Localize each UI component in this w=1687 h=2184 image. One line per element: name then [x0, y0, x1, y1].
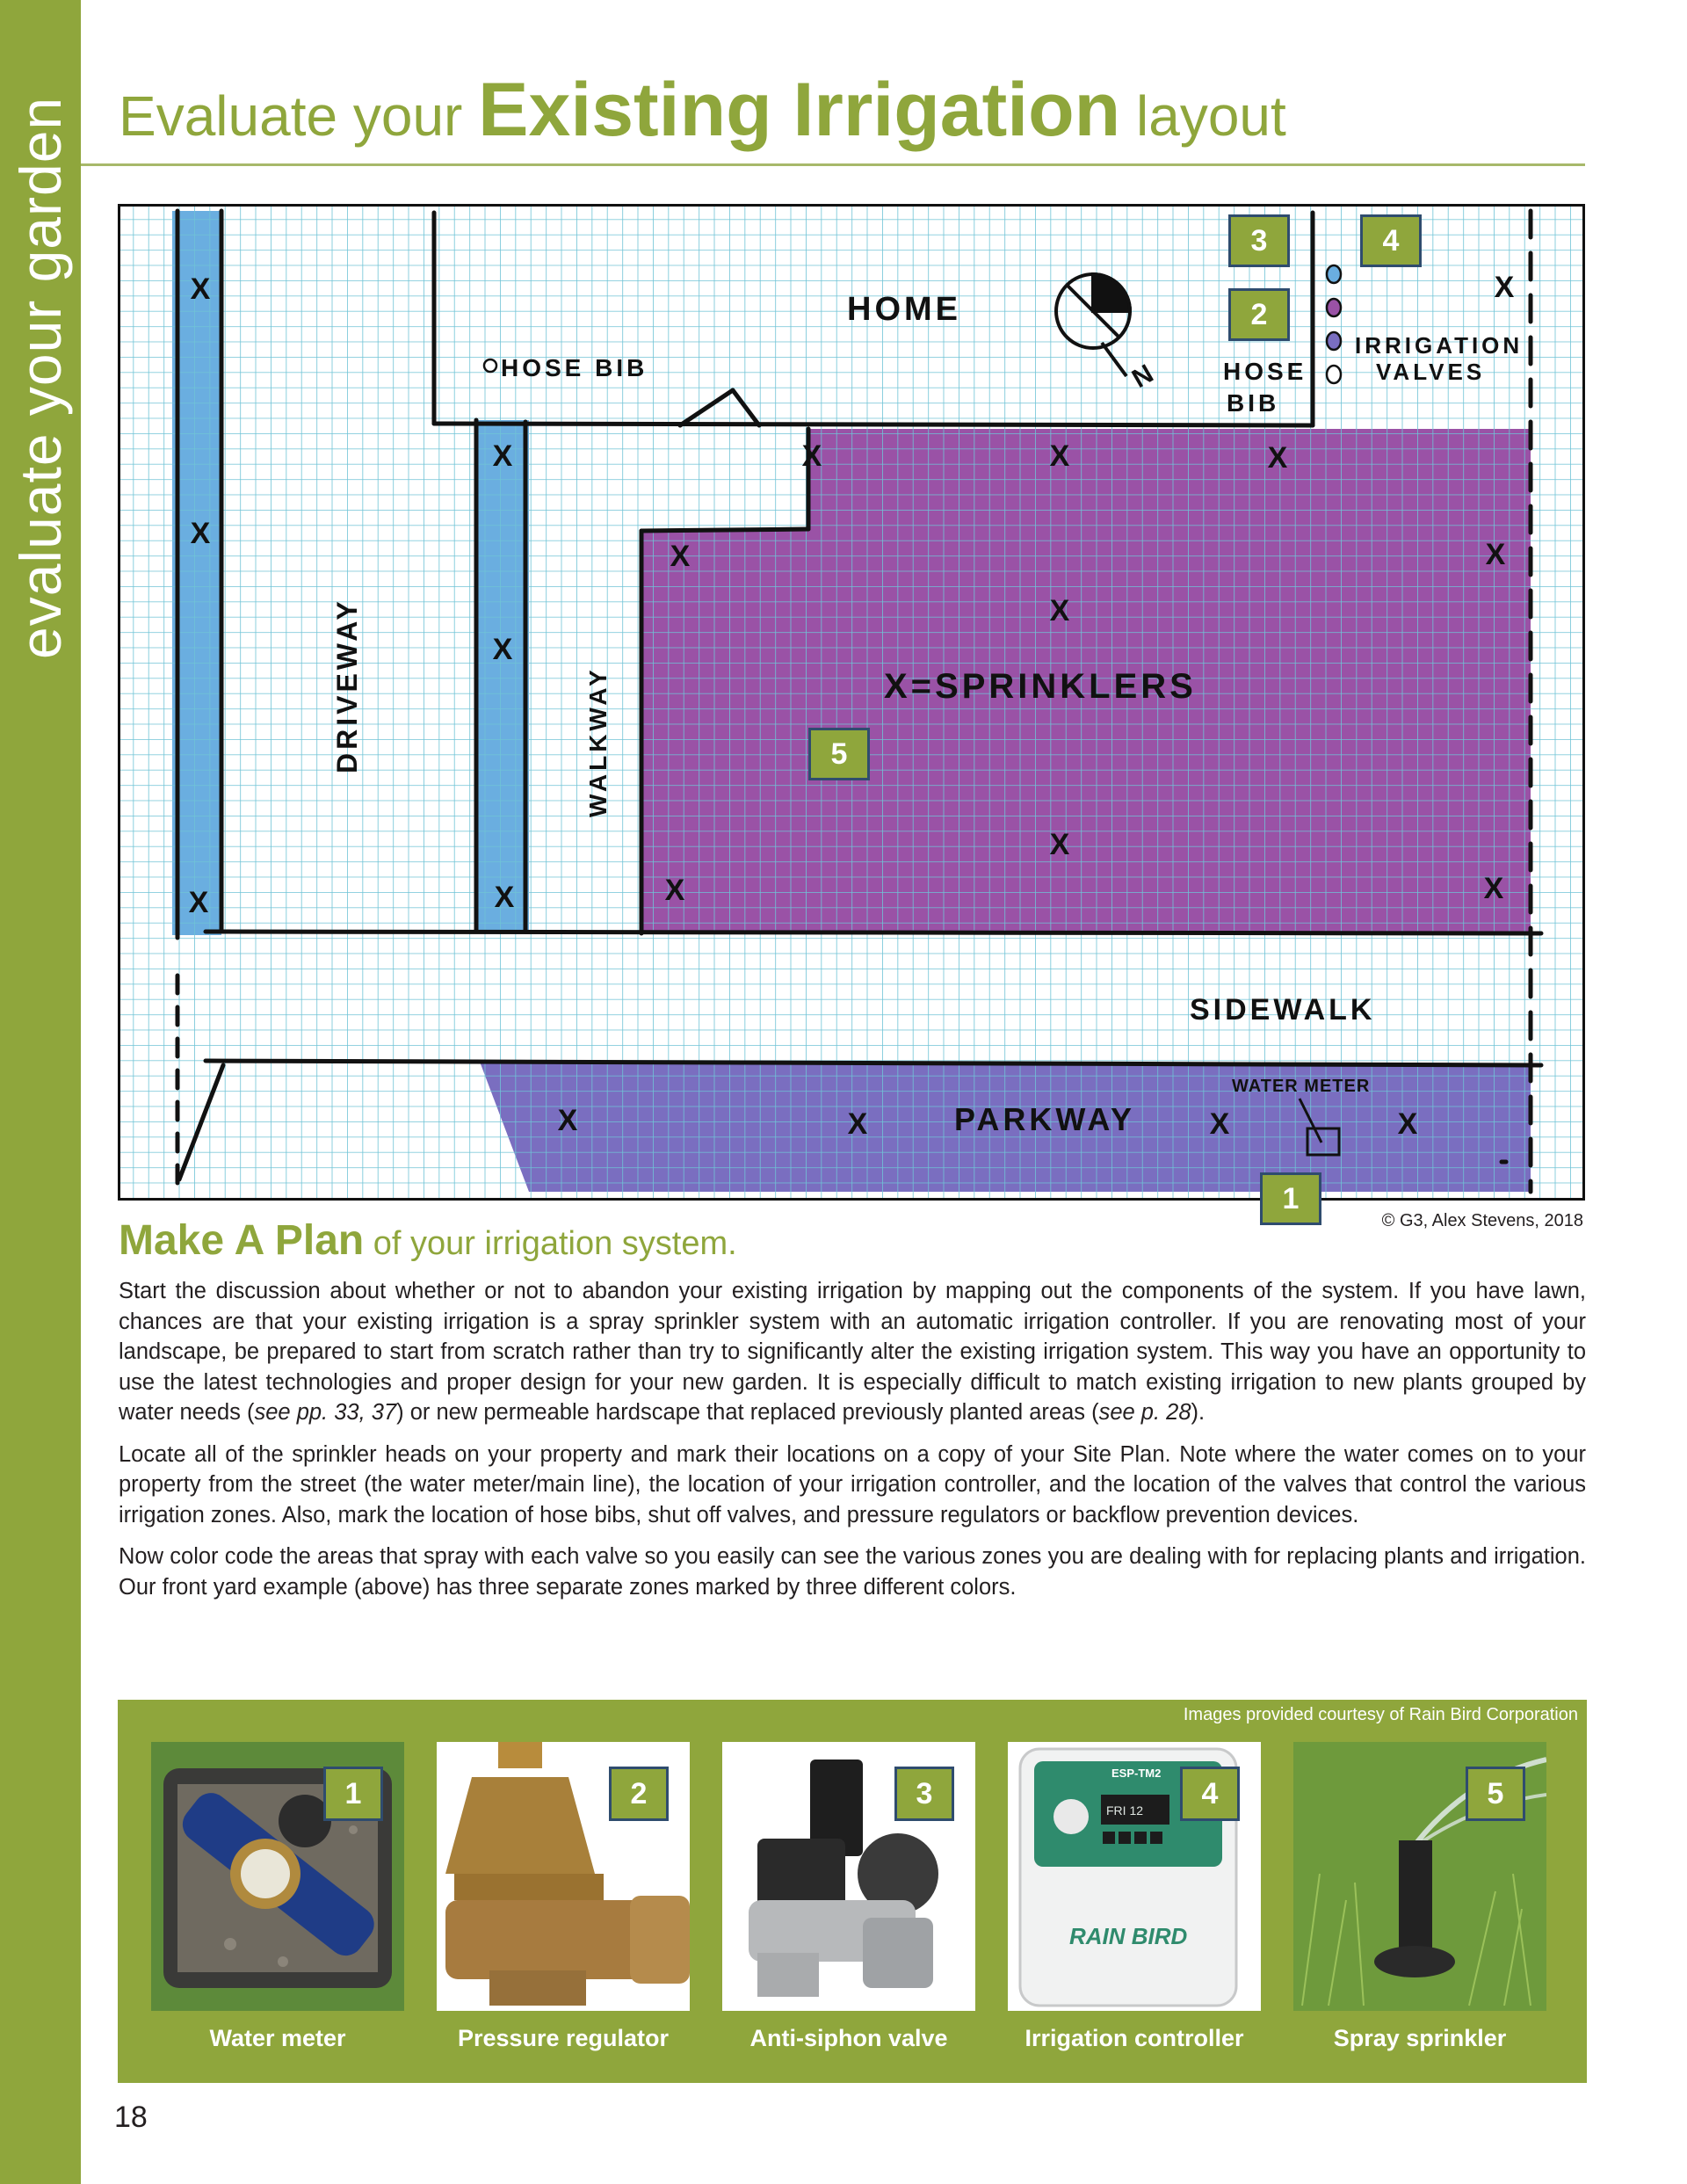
- label-home: HOME: [847, 291, 961, 328]
- photo-pressure-regulator: [437, 1742, 690, 2011]
- sprinkler-marker: X: [1485, 538, 1506, 571]
- controller-brand: RAIN BIRD: [1069, 1923, 1188, 1949]
- sprinkler-marker: X: [492, 633, 513, 666]
- paragraph-text: ) or new permeable hardscape that replaced previously planted areas (: [396, 1400, 1099, 1425]
- sprinkler-marker: X: [664, 874, 685, 907]
- paragraph: Locate all of the sprinkler heads on your property and mark their locations on a copy of your Site Plan. Note where the water comes on to your property from the street (the water meter/main line), the location of your irrigation controller, and the location of the valves that control the various irrigation zones. Also, mark the location of hose bibs, shut off valves, and pressure regulators or backflow prevention devices.: [119, 1441, 1586, 1527]
- page-number: 18: [114, 2101, 148, 2134]
- section-tab-label: evaluate your garden: [8, 96, 73, 659]
- body-text: [119, 1276, 1586, 1614]
- sprinkler-marker: X: [190, 517, 211, 550]
- sprinkler-marker: X: [1267, 441, 1288, 475]
- sprinkler-marker: X: [1397, 1107, 1418, 1141]
- photo-irrigation-controller: [1008, 1742, 1261, 2011]
- sprinkler-marker: X: [1049, 828, 1070, 861]
- page-reference: see p. 28: [1098, 1400, 1191, 1425]
- plan-badge-2: 2: [1228, 288, 1290, 341]
- sprinkler-marker: X: [1494, 271, 1515, 304]
- sprinkler-marker: X: [494, 881, 515, 914]
- caption-water-meter: Water meter: [209, 2025, 346, 2051]
- controller-display-text: FRI 12: [1106, 1803, 1144, 1818]
- label-hose-bib-right-2: BIB: [1227, 389, 1280, 417]
- photo-badge: 4: [1180, 1767, 1240, 1821]
- label-walkway: WALKWAY: [584, 666, 612, 817]
- paragraph-text: Start the discussion about whether or not to abandon your existing irrigation by mapping out the components of the system. If you have lawn, chances are that your existing irrigation is a spray sprinkler system with an automatic irrigation controller. If you are renovating most of your landscape, be prepared to start from scratch rather than try to significantly alter the existing irrigation system. This way you have an opportunity to use the latest technologies and proper design for your new garden. It is especially difficult to match existing irrigation to new plants grouped by water needs (: [119, 1279, 1586, 1425]
- label-hose-bib-right-1: HOSE: [1223, 358, 1307, 385]
- title-divider: [81, 163, 1585, 166]
- title-suffix: layout: [1120, 84, 1286, 148]
- north-label: N: [1127, 359, 1159, 395]
- irrigation-site-plan: [118, 204, 1585, 1201]
- section-heading: [119, 1217, 737, 1264]
- label-irrigation-valves-1: IRRIGATION: [1355, 332, 1524, 359]
- sprinkler-marker: X: [492, 439, 513, 473]
- label-driveway: DRIVEWAY: [331, 598, 363, 773]
- sprinkler-marker: X: [1209, 1107, 1230, 1141]
- title-emphasis: Existing Irrigation: [478, 68, 1121, 152]
- section-heading-rest: of your irrigation system.: [364, 1225, 737, 1262]
- label-water-meter: WATER METER: [1232, 1077, 1371, 1096]
- label-hose-bib-left: HOSE BIB: [501, 354, 648, 381]
- paragraph: [119, 1276, 1586, 1428]
- sprinkler-marker: X: [801, 439, 822, 473]
- section-heading-emphasis: Make A Plan: [119, 1217, 365, 1264]
- sidebar-band: [0, 0, 81, 2184]
- title-prefix: Evaluate your: [119, 84, 479, 148]
- product-gallery: [118, 1700, 1587, 2083]
- caption-pressure-regulator: Pressure regulator: [457, 2025, 670, 2051]
- plan-badge-1: 1: [1260, 1172, 1321, 1225]
- photo-badge: 1: [323, 1767, 383, 1821]
- photo-water-meter: [151, 1742, 404, 2011]
- label-irrigation-valves-2: VALVES: [1376, 359, 1486, 385]
- plan-badge-3: 3: [1228, 214, 1290, 267]
- page-reference: see pp. 33, 37: [254, 1400, 397, 1425]
- sprinkler-marker: X: [670, 540, 691, 573]
- photo-badge: 5: [1466, 1767, 1525, 1821]
- plan-copyright: © G3, Alex Stevens, 2018: [1381, 1211, 1583, 1230]
- caption-spray-sprinkler: Spray sprinkler: [1333, 2025, 1507, 2051]
- gallery-credit: Images provided courtesy of Rain Bird Corporation: [1183, 1705, 1578, 1724]
- caption-anti-siphon-valve: Anti-siphon valve: [749, 2025, 948, 2051]
- sprinkler-marker: X: [557, 1104, 578, 1137]
- plan-badge-5: 5: [808, 728, 870, 780]
- photo-anti-siphon-valve: [722, 1742, 975, 2011]
- caption-irrigation-controller: Irrigation controller: [1025, 2025, 1244, 2051]
- sprinkler-marker: X: [1049, 439, 1070, 473]
- label-parkway: PARKWAY: [954, 1101, 1136, 1137]
- controller-model-label: ESP-TM2: [1111, 1767, 1162, 1780]
- paragraph-text: ).: [1191, 1400, 1206, 1425]
- photo-badge: 2: [609, 1767, 669, 1821]
- plan-badge-4: 4: [1360, 214, 1422, 267]
- photo-badge: 3: [894, 1767, 954, 1821]
- sprinkler-marker: X: [1483, 872, 1504, 905]
- photo-spray-sprinkler: [1293, 1742, 1546, 2011]
- sprinkler-marker: X: [188, 886, 209, 919]
- label-sprinklers-legend: X=SPRINKLERS: [884, 667, 1197, 706]
- paragraph: Now color code the areas that spray with each valve so you easily can see the various zones you are dealing with for replacing plants and irrigation. Our front yard example (above) has three separate zones marked by three different colors.: [119, 1544, 1586, 1600]
- sprinkler-marker: X: [1049, 594, 1070, 628]
- sprinkler-marker: X: [190, 272, 211, 306]
- page-title: [119, 68, 1286, 152]
- sprinkler-marker: X: [847, 1107, 868, 1141]
- label-sidewalk: SIDEWALK: [1190, 993, 1376, 1027]
